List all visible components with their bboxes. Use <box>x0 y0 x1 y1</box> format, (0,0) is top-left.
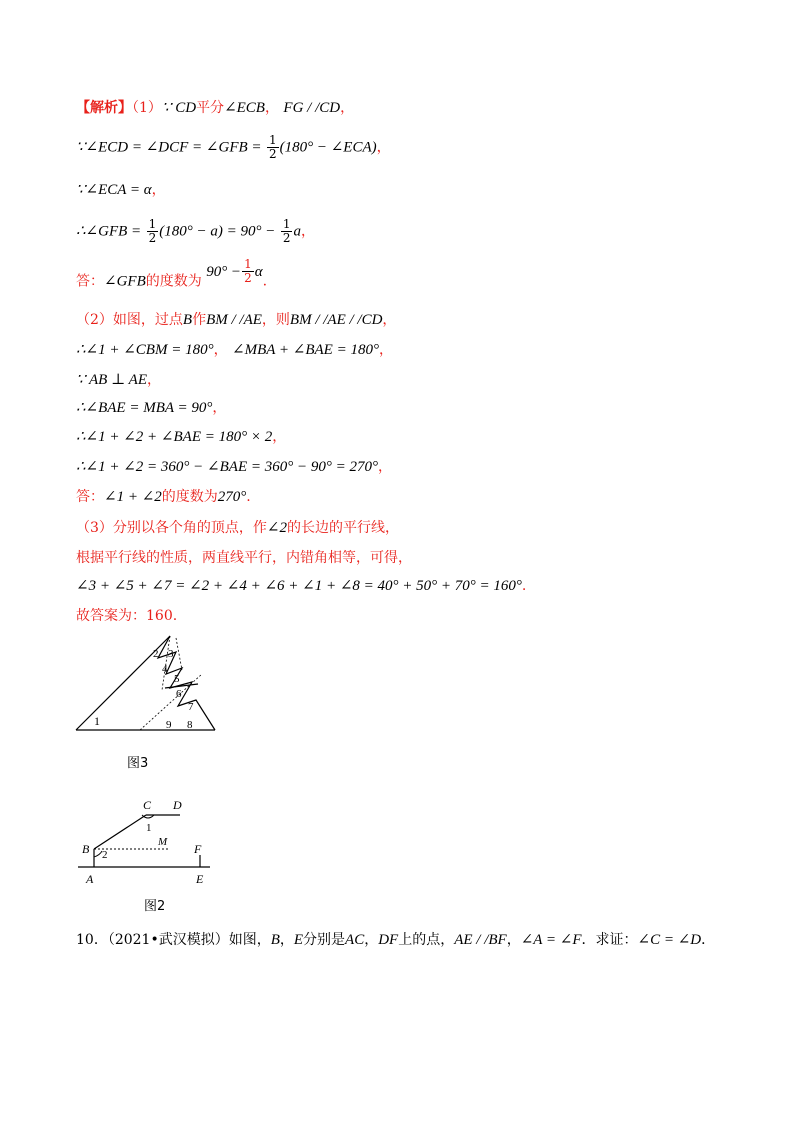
text: 作 <box>192 312 207 328</box>
fig2-label: B <box>82 842 90 856</box>
text: ， <box>364 932 379 948</box>
text: 的度数为 <box>145 273 202 290</box>
math-expr: ∠ECB <box>224 100 265 116</box>
math-expr: a <box>293 223 301 240</box>
math-expr: ∵∠ECD = ∠DCF = ∠GFB = <box>76 139 262 156</box>
text: ， <box>506 932 521 948</box>
fig2-label: C <box>143 798 152 812</box>
text: （3）分别以各个角的顶点，作 <box>76 520 267 536</box>
text: 根据平行线的性质，两直线平行，内错角相等，可得， <box>76 550 412 566</box>
text: 分别是 <box>303 932 346 948</box>
math-expr: ∠A = ∠F <box>520 932 582 948</box>
math-expr: ∠GFB <box>104 273 146 290</box>
math-expr: ∴∠GFB = <box>76 223 142 240</box>
fig2-label: A <box>86 872 94 886</box>
text: 故答案为：160. <box>76 608 178 624</box>
figure-3-caption: 图3 <box>127 756 149 771</box>
math-expr: ∴∠1 + ∠2 = 360° − ∠BAE = 360° − 90° = 270° <box>76 459 378 475</box>
answer-label: 答： <box>76 489 104 505</box>
fig3-label: 2 <box>153 648 159 660</box>
fig3-label: 7 <box>188 701 194 713</box>
fig3-label: 8 <box>187 719 193 731</box>
math-expr: BM / /AE <box>206 312 262 328</box>
math-expr: ∴∠1 + ∠CBM = 180° <box>76 342 214 358</box>
part1-answer: 答：∠GFB的度数为 90° − $\frac{1}{2}$ α. <box>76 257 268 290</box>
text: 上的点， <box>398 932 455 948</box>
math-expr: AE / /BF <box>454 932 507 948</box>
fraction: $\frac{1}{2}$ <box>282 217 291 245</box>
math-expr: ∴∠BAE = MBA = 90° <box>76 400 213 416</box>
text: ， <box>279 932 294 948</box>
text: ，则 <box>261 312 290 328</box>
fig3-label: 1 <box>94 714 100 728</box>
math-expr: (180° − a) = 90° − <box>159 223 276 240</box>
part2-line1: （2）如图，过点B作BM / /AE，则BM / /AE / /CD， <box>76 312 397 328</box>
fig2-label: 1 <box>146 822 152 834</box>
math-expr: ∠C = ∠D <box>637 932 702 948</box>
part3-line1 <box>76 518 399 538</box>
math-expr: α <box>254 263 263 280</box>
math-expr: ∠3 + ∠5 + ∠7 = ∠2 + ∠4 + ∠6 + ∠1 + ∠8 = 40° + 50° + 70° = 160° <box>76 578 522 594</box>
math-expr: ∵ CD <box>161 100 197 116</box>
fig3-label: 9 <box>166 719 172 731</box>
part-number: （1） <box>132 100 162 116</box>
analysis-label: 【解析】 <box>76 100 132 116</box>
fig3-label: 5 <box>174 673 180 685</box>
fig3-label: 3 <box>168 648 174 660</box>
math-expr: FG / /CD <box>283 100 341 116</box>
part2-answer: 答：∠1 + ∠2的度数为270°. <box>76 489 251 505</box>
text: （2）如图，过点 <box>76 312 183 328</box>
part2-line2: ∴∠1 + ∠CBM = 180°， ∠MBA + ∠BAE = 180°， <box>76 342 393 358</box>
fig3-label: 6 <box>176 688 182 700</box>
fraction: $\frac{1}{2}$ <box>244 257 252 285</box>
answer-label: 答： <box>76 273 104 290</box>
text: 的长边的平行线， <box>287 520 399 536</box>
fig2-label: M <box>158 836 168 848</box>
math-expr: 270° <box>217 489 247 505</box>
part1-line3: ∵∠ECA = α， <box>76 182 166 198</box>
math-expr: ∠2 <box>266 520 287 536</box>
fig2-label: D <box>173 798 182 812</box>
fraction: $\frac{1}{2}$ <box>148 217 157 245</box>
fig2-label: F <box>194 842 202 856</box>
figure-2-diagram <box>70 795 220 895</box>
figure-3-diagram <box>70 630 230 740</box>
part1-line1: 【解析】（1）∵ CD平分∠ECB， FG / /CD， <box>76 100 355 116</box>
math-expr: ∵ AB ⊥ AE <box>76 372 148 388</box>
fig2-label: E <box>196 872 204 886</box>
math-expr: ∠MBA + ∠BAE = 180° <box>232 342 379 358</box>
figure-2-caption: 图2 <box>144 899 166 914</box>
text: ． <box>701 932 716 948</box>
math-expr: ∠1 + ∠2 <box>104 489 162 505</box>
text: 的度数为 <box>161 489 218 505</box>
part3-line2 <box>76 548 412 568</box>
math-expr: B <box>182 312 193 328</box>
math-expr: AC <box>345 932 365 948</box>
math-expr: BM / /AE / /CD <box>289 312 383 328</box>
fig2-label: 2 <box>102 849 108 861</box>
fraction: $\frac{1}{2}$ <box>268 133 277 161</box>
part3-line3: ∠3 + ∠5 + ∠7 = ∠2 + ∠4 + ∠6 + ∠1 + ∠8 = 40° + 50° + 70° = 160°. <box>76 578 527 594</box>
text: 平分 <box>196 100 225 116</box>
part2-line6: ∴∠1 + ∠2 = 360° − ∠BAE = 360° − 90° = 270°， <box>76 459 392 475</box>
math-expr: E <box>293 932 304 948</box>
math-expr: 90° − <box>206 263 242 280</box>
math-expr: (180° − ∠ECA) <box>279 139 377 156</box>
part1-line4: ∴∠GFB = $\frac{1}{2}$ (180° − a) = 90° − $\frac{1}{2}$ a， <box>76 217 315 245</box>
part2-line4: ∴∠BAE = MBA = 90°， <box>76 400 227 416</box>
part2-line5: ∴∠1 + ∠2 + ∠BAE = 180° × 2， <box>76 429 287 445</box>
text: ．求证： <box>581 932 638 948</box>
part3-answer <box>76 606 177 626</box>
part2-line3: ∵ AB ⊥ AE， <box>76 372 162 388</box>
part1-line2: ∵∠ECD = ∠DCF = ∠GFB = $\frac{1}{2}$ (180° − ∠ECA)， <box>76 133 391 161</box>
fig3-label: 4 <box>162 663 168 675</box>
math-expr: ∵∠ECA = α <box>76 182 152 198</box>
math-expr: DF <box>378 932 399 948</box>
question-10 <box>76 930 715 950</box>
math-expr: B <box>270 932 280 948</box>
question-text: 10．（2021•武汉模拟）如图， <box>76 932 271 948</box>
math-expr: ∴∠1 + ∠2 + ∠BAE = 180° × 2 <box>76 429 273 445</box>
